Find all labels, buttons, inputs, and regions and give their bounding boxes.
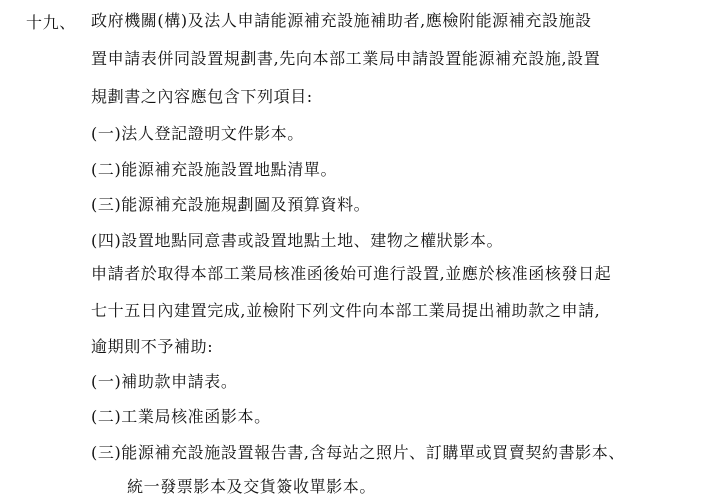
plan-item-1: (一)法人登記證明文件影本。 [91, 124, 304, 143]
subsidy-line-3: 逾期則不予補助: [91, 337, 214, 356]
subsidy-item-3-continuation: 統一發票影本及交貨簽收單影本。 [127, 477, 377, 496]
subsidy-line-1: 申請者於取得本部工業局核准函後始可進行設置,並應於核准函核發日起 [91, 264, 612, 283]
intro-line-3: 規劃書之內容應包含下列項目: [91, 87, 313, 106]
subsidy-item-2: (二)工業局核准函影本。 [91, 407, 271, 426]
intro-line-2: 置申請表併同設置規劃書,先向本部工業局申請設置能源補充設施,設置 [91, 49, 601, 68]
section-number: 十九、 [26, 13, 76, 32]
plan-item-4: (四)設置地點同意書或設置地點土地、建物之權狀影本。 [91, 231, 504, 250]
subsidy-item-1: (一)補助款申請表。 [91, 372, 238, 391]
plan-item-2: (二)能源補充設施設置地點清單。 [91, 160, 338, 179]
subsidy-line-2: 七十五日內建置完成,並檢附下列文件向本部工業局提出補助款之申請, [91, 301, 601, 320]
intro-line-1: 政府機關(構)及法人申請能源補充設施補助者,應檢附能源補充設施設 [91, 11, 592, 30]
subsidy-item-3: (三)能源補充設施設置報告書,含每站之照片、訂購單或買賣契約書影本、 [91, 443, 625, 462]
plan-item-3: (三)能源補充設施規劃圖及預算資料。 [91, 195, 371, 214]
